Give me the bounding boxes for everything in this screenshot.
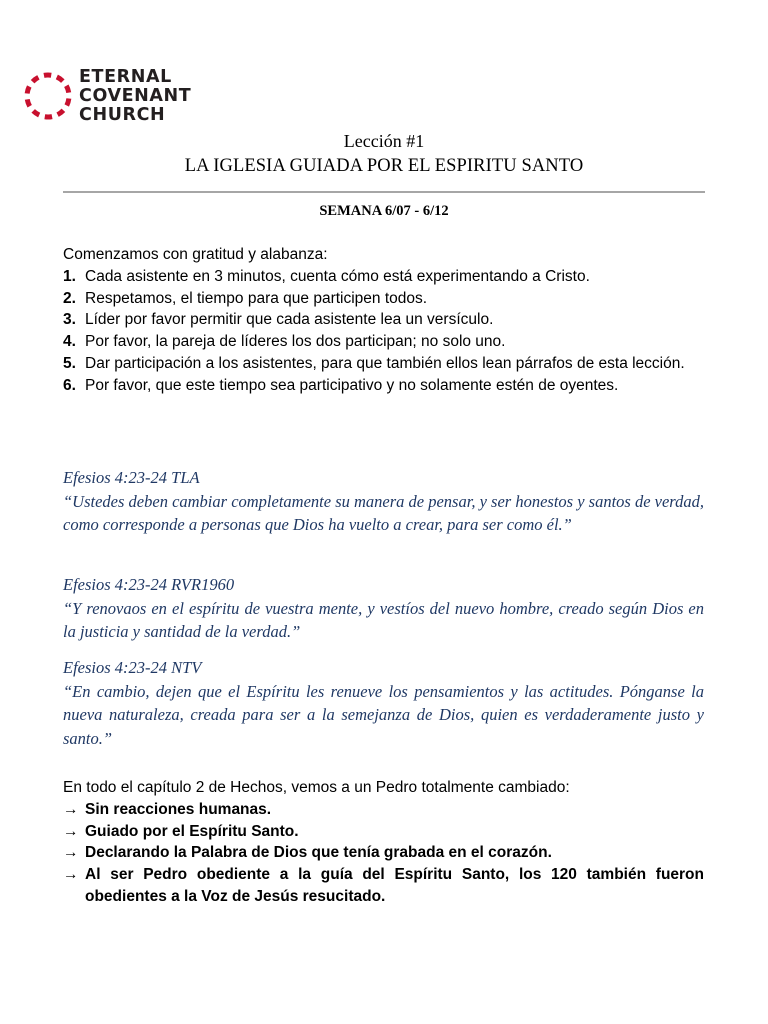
closing-point xyxy=(63,864,704,908)
lesson-title: LA IGLESIA GUIADA POR EL ESPIRITU SANTO xyxy=(184,156,584,176)
closing-point-text: Declarando la Palabra de Dios que tenía grabada en el corazón. xyxy=(85,844,552,862)
item-number: 3. xyxy=(63,311,76,329)
ring-dash xyxy=(33,111,39,115)
logo-line-2: COVENANT xyxy=(79,86,192,106)
closing-point-text: Sin reacciones humanas. xyxy=(85,800,272,818)
closing-point xyxy=(63,799,704,821)
ring-dash xyxy=(58,110,64,114)
intro-list-item xyxy=(63,288,704,310)
verse-block xyxy=(63,656,704,750)
item-number: 1. xyxy=(63,267,76,285)
verse-reference: Efesios 4:23-24 RVR1960 xyxy=(63,575,235,594)
intro-section xyxy=(63,244,704,397)
item-text: Dar participación a los asistentes, para que también ellos lean párrafos de esta lección. xyxy=(85,354,685,372)
intro-heading: Comenzamos con gratitud y alabanza: xyxy=(63,246,328,263)
ring-of-dashes-icon xyxy=(22,70,74,122)
verse-text: “En cambio, dejen que el Espíritu les renueve los pensamientos y las actitudes. Pónganse la nueva naturaleza, creada para ser a la semejanza de Dios, quien es verdaderamente justo y santo.” xyxy=(63,681,704,748)
arrow-icon: → xyxy=(63,866,79,884)
lesson-number: Lección #1 xyxy=(343,131,425,151)
week-range: SEMANA 6/07 - 6/12 xyxy=(319,203,449,219)
item-number: 2. xyxy=(63,289,76,307)
verse-reference: Efesios 4:23-24 NTV xyxy=(63,658,202,677)
ring-dash xyxy=(27,99,29,106)
arrow-icon: → xyxy=(63,822,79,840)
item-text: Líder por favor permitir que cada asistente lea un versículo. xyxy=(85,311,494,329)
verse-text: “Ustedes deben cambiar completamente su manera de pensar, y ser honestos y santos de verdad, como corresponde a personas que Dios ha vuelto a crear, para ser como él.” xyxy=(63,491,704,534)
ring-dash xyxy=(66,86,68,93)
item-number: 6. xyxy=(63,376,76,394)
item-number: 4. xyxy=(63,333,76,351)
logo-wordmark xyxy=(79,68,191,125)
closing-point-text: Al ser Pedro obediente a la guía del Espíritu Santo, los 120 también fueron obedientes a la Voz de Jesús resucitado. xyxy=(85,866,704,905)
arrow-icon: → xyxy=(63,800,79,818)
closing-points xyxy=(63,799,704,908)
verse-block xyxy=(63,573,704,644)
ring-dash xyxy=(27,87,29,94)
verse-reference: Efesios 4:23-24 TLA xyxy=(63,468,200,487)
verse-text: “Y renovaos en el espíritu de vuestra mente, y vestíos del nuevo hombre, creado según Dios en la justicia y santidad de la verdad.” xyxy=(63,598,704,641)
logo-line-1: ETERNAL xyxy=(79,67,172,87)
closing-point xyxy=(63,821,704,843)
item-text: Por favor, que este tiempo sea participativo y no solamente estén de oyentes. xyxy=(85,376,619,394)
intro-list-item xyxy=(63,309,704,331)
intro-list-item xyxy=(63,266,704,288)
intro-list xyxy=(63,266,704,397)
item-text: Por favor, la pareja de líderes los dos participan; no solo uno. xyxy=(85,333,506,351)
closing-point-text: Guiado por el Espíritu Santo. xyxy=(85,822,299,840)
divider xyxy=(63,191,705,193)
item-text: Respetamos, el tiempo para que participen todos. xyxy=(85,289,428,307)
closing-point xyxy=(63,842,704,864)
intro-list-item xyxy=(63,353,704,375)
ring-dash xyxy=(57,77,63,81)
arrow-icon: → xyxy=(63,844,79,862)
intro-list-item xyxy=(63,331,704,353)
ring-dash xyxy=(33,77,39,81)
logo-line-3: CHURCH xyxy=(79,105,166,125)
intro-list-item xyxy=(63,375,704,397)
verse-block xyxy=(63,466,704,537)
item-number: 5. xyxy=(63,354,76,372)
item-text: Cada asistente en 3 minutos, cuenta cómo está experimentando a Cristo. xyxy=(85,267,590,285)
closing-section xyxy=(63,777,704,908)
closing-intro: En todo el capítulo 2 de Hechos, vemos a un Pedro totalmente cambiado: xyxy=(63,779,570,796)
ring-dash xyxy=(67,99,69,106)
